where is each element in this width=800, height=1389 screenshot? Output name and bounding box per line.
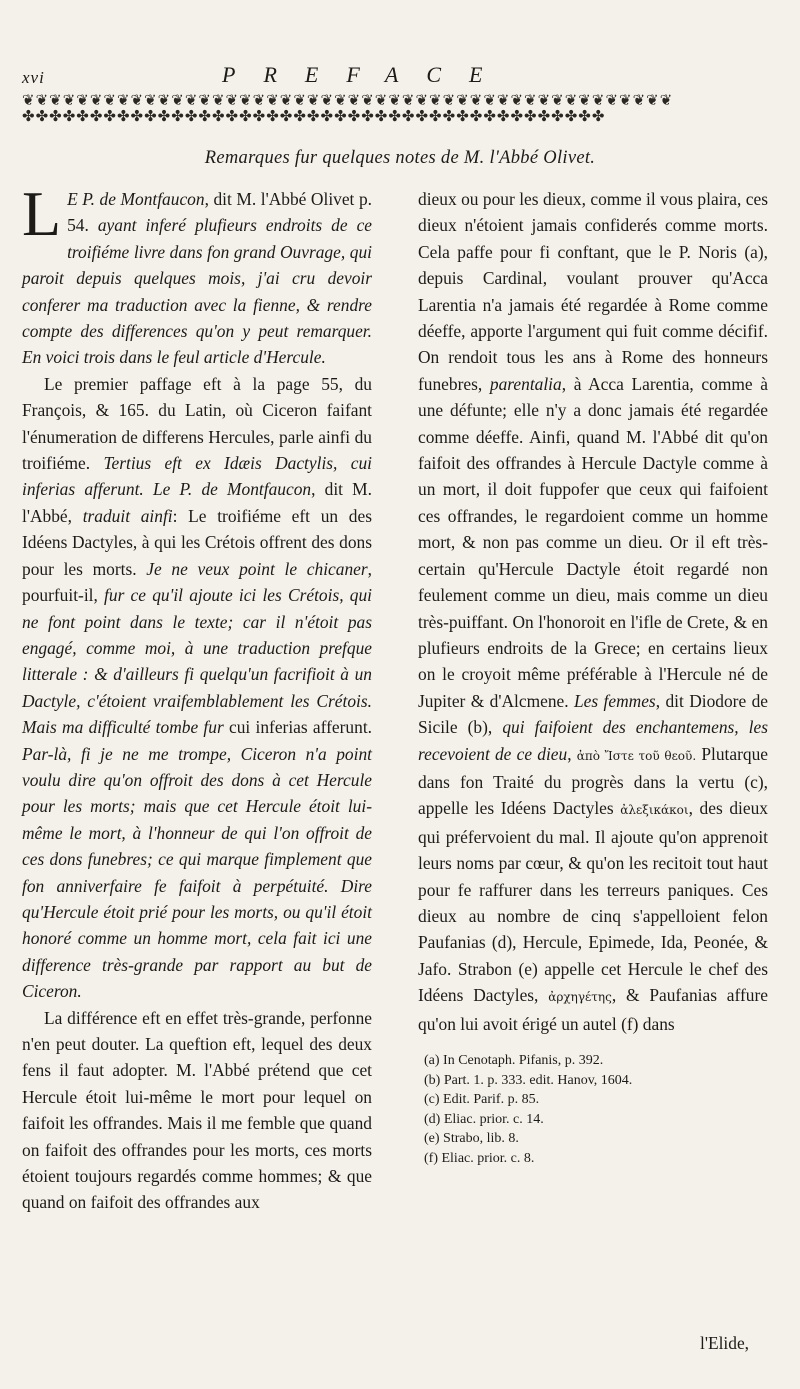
text-span: : Le troifiéme eft un des Idéens Dactyles, à qui les Crétois offrent des dons pour les morts. bbox=[22, 505, 372, 579]
text-span: , & Paufanias affure qu'on lui avoit érigé un autel (f) dans bbox=[418, 985, 768, 1034]
text-span: , à Acca Larentia, comme à une défunte; elle n'y a donc jamais été regardée comme déeffe. Ainfi, quand M. l'Abbé dit qu'on faifoit des offrandes à Hercule Dactyle comme à un mort, il doit fuppofer que ceux qui faifoient ces offrandes, le regardoient comme un homme mort, & non pas comme un dieu. Or il eft très-certain qu'Hercule Dactyle étoit regardé non feulement comme un dieu, mais comme un dieu très-puiffant. On l'honoroit en l'ifle de Crete, & en plufieurs endroits de la Grece; en certains lieux on le croyoit même préférable à l'Hercule né de Jupiter & d'Alcmene. bbox=[418, 373, 768, 711]
drop-cap: L bbox=[22, 178, 62, 249]
paragraph-1 bbox=[22, 178, 373, 371]
text-span: Je ne veux point le chicaner bbox=[146, 558, 368, 579]
footnotes bbox=[418, 1051, 768, 1168]
greek-phrase: ἀρχηγέτης bbox=[548, 990, 612, 1005]
paragraph-2 bbox=[22, 371, 372, 1005]
footnote: (c) Edit. Parif. p. 85. bbox=[424, 1092, 540, 1107]
text-span: cui inferias afferunt. bbox=[229, 717, 372, 738]
paragraph-continued bbox=[418, 186, 768, 1037]
text-span: dieux ou pour les dieux, comme il vous plaira, ces dieux n'étoient jamais confiderés comme morts. Cela paffe pour fi conftant, que le P. Noris (a), depuis Cardinal, voulant prouver qu'Acca Larentia n'a jamais été regardée à Rome comme déeffe, apporte l'argument qui fuit comme décifif. On rendoit tous les ans à Rome des honneurs funebres, bbox=[418, 189, 768, 394]
text-span: parentalia bbox=[489, 373, 562, 394]
text-span: , dit Diodore de Sicile (b), bbox=[418, 690, 768, 738]
ornament-band bbox=[22, 93, 768, 127]
text-span: , des dieux qui préfervoient du mal. Il ajoute qu'on apprenoit leurs noms par cœur, & qu'on les recitoit tout haut pour fe raffurer dans les terreurs paniques. Ces dieux au nombre de cinq s'appelloient felon Paufanias (d), Hercule, Epimede, Ida, Peonée, & Jafo. Strabon (e) appelle cet Hercule le chef des Idéens Dactyles, bbox=[418, 798, 768, 1006]
paragraph-3: La différence eft en effet très-grande, perfonne n'en peut douter. La queftion eft, lequel des deux fens il faut adopter. M. l'Abbé prétend que cet Hercule étoit lui-même le mort pour lequel on faifoit les offrandes. Mais il me femble que quand on faifoit des offrandes pour les morts, ces morts étoient toujours regardés comme hommes; & que quand on faifoit des offrandes aux bbox=[22, 1007, 372, 1213]
right-column bbox=[418, 186, 768, 1168]
text-span: , pourfuit-il, bbox=[22, 558, 372, 606]
text-span: E P. de Montfaucon bbox=[67, 189, 205, 209]
text-span: Les femmes bbox=[573, 690, 656, 711]
running-title: PREFACE bbox=[222, 62, 511, 87]
catchword: l'Elide, bbox=[700, 1333, 750, 1353]
footnote: (f) Eliac. prior. c. 8. bbox=[424, 1150, 535, 1166]
ornament-row-top: ❦❦❦❦❦❦❦❦❦❦❦❦❦❦❦❦❦❦❦❦❦❦❦❦❦❦❦❦❦❦❦❦❦❦❦❦❦❦❦❦❦❦❦❦❦❦❦❦ bbox=[22, 93, 674, 109]
text-span: ayant inferé plufieurs endroits de ce troifiéme livre dans fon grand Ouvrage, qui paroit depuis quelques mois, j'ai cru devoir conferer ma traduction avec la fienne, & rendre compte des differences qu'on y peut remarquer. En voici trois dans le feul article d'Hercule. bbox=[22, 215, 373, 368]
text-span: , dit M. l'Abbé Olivet p. 54. bbox=[67, 189, 372, 236]
section-title: Remarques fur quelques notes de M. l'Abbé Olivet. bbox=[204, 148, 596, 168]
ornament-row-bottom: ✤✤✤✤✤✤✤✤✤✤✤✤✤✤✤✤✤✤✤✤✤✤✤✤✤✤✤✤✤✤✤✤✤✤✤✤✤✤✤✤✤✤✤ bbox=[22, 107, 606, 125]
footnote: (d) Eliac. prior. c. 14. bbox=[424, 1111, 544, 1127]
greek-phrase: ἀλεξικάκοι bbox=[620, 803, 689, 818]
left-column bbox=[22, 178, 373, 1216]
page-header bbox=[0, 0, 800, 125]
text-span: traduit ainfi bbox=[82, 505, 173, 526]
text-span: Plutarque dans fon Traité du progrès dans la vertu (c), appelle les Idéens Dactyles bbox=[418, 743, 768, 819]
text-span: , bbox=[567, 743, 577, 764]
footnote: (e) Strabo, lib. 8. bbox=[424, 1131, 519, 1146]
text-span: qui faifoient des enchantemens, les recevoient de ce dieu bbox=[418, 717, 768, 764]
footnote: (b) Part. 1. p. 333. edit. Hanov, 1604. bbox=[424, 1072, 633, 1088]
page-number: xvi bbox=[22, 68, 45, 87]
text-span: Par-là, fi je ne me trompe, Ciceron n'a point voulu dire qu'on offroit des dons à cet Hercule pour les morts; mais que cet Hercule étoit lui-même le mort, à l'honneur de qui l'on offroit de ces dons funebres; ce qui marque fimplement que fon anniverfaire fe faifoit à perpétuité. Dire qu'Hercule étoit prié pour les morts, ou qu'il étoit honoré comme un homme mort, cela fait ici une difference très-grande par rapport au but de Ciceron. bbox=[22, 743, 372, 1002]
text-span: , dit M. l'Abbé, bbox=[22, 479, 372, 526]
text-span: Tertius eft ex Idæis Dactylis, cui inferias afferunt. Le P. de Montfaucon bbox=[22, 453, 372, 500]
greek-phrase: ἀπὸ Ἴστε τοῦ θεοῦ. bbox=[576, 748, 697, 763]
footnote: (a) In Cenotaph. Pifanis, p. 392. bbox=[424, 1053, 604, 1068]
text-span: Le premier paffage eft à la page 55, du François, & 165. du Latin, où Ciceron faifant l'énumeration de differens Hercules, parle ainfi du troifiéme. bbox=[22, 373, 372, 474]
text-span: fur ce qu'il ajoute ici les Crétois, qui ne font point dans le texte; car il n'étoit pas engagé, comme moi, à une traduction prefque litterale : & d'ailleurs fi quelqu'un facrifioit à un Dactyle, c'étoient vraifemblablement les Crétois. Mais ma difficulté tombe fur bbox=[22, 585, 372, 738]
